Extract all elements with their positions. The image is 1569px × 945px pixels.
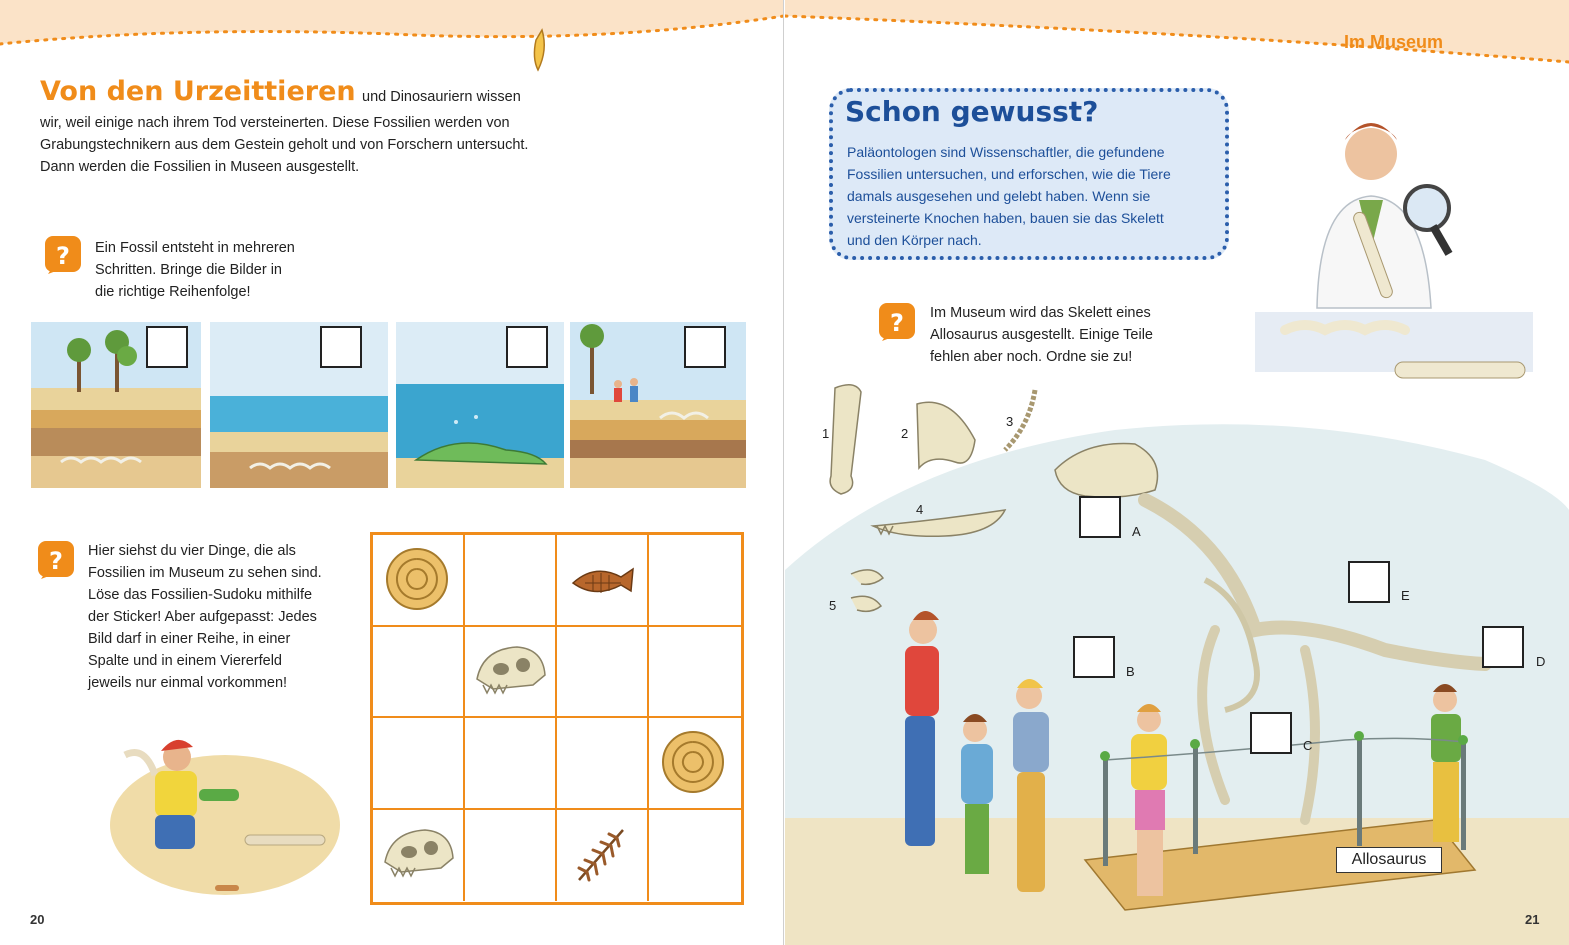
fossil-step-panel-3 <box>396 322 564 488</box>
sudoku-cell[interactable] <box>465 718 557 810</box>
intro-line: wir, weil einige nach ihrem Tod versteinerten. Diese Fossilien werden von <box>40 115 510 131</box>
info-line: damals ausgesehen und gelebt haben. Wenn sie <box>847 188 1151 204</box>
task2-line: jeweils nur einmal vorkommen! <box>88 675 288 691</box>
page-number: 21 <box>1525 912 1540 927</box>
sudoku-cell[interactable] <box>373 718 465 810</box>
slot-label-b: B <box>1126 664 1135 679</box>
answer-slot-a[interactable] <box>1079 496 1121 538</box>
task1-line: die richtige Reihenfolge! <box>95 284 251 300</box>
bone-label-1: 1 <box>822 426 830 441</box>
bone-label-3: 3 <box>1006 414 1014 429</box>
ammonite-icon <box>381 543 453 615</box>
info-text <box>847 141 1227 251</box>
order-checkbox[interactable] <box>320 326 362 368</box>
dino-skull-icon <box>473 635 549 707</box>
slot-label-c: C <box>1303 738 1313 753</box>
info-line: Paläontologen sind Wissenschaftler, die gefundene <box>847 144 1165 160</box>
intro-first-line: und Dinosauriern wissen <box>362 89 521 105</box>
sudoku-cell[interactable] <box>649 810 741 902</box>
answer-slot-d[interactable] <box>1482 626 1524 668</box>
allosaurus-sign: Allosaurus <box>1336 847 1442 873</box>
sudoku-cell[interactable] <box>373 535 465 627</box>
fossil-fish-icon <box>565 543 637 615</box>
intro-paragraph <box>40 112 580 178</box>
task2-line: Hier siehst du vier Dinge, die als <box>88 543 296 559</box>
fossil-sudoku-grid <box>370 532 744 905</box>
bone-piece-4 <box>869 502 1009 542</box>
task3-line: Allosaurus ausgestellt. Einige Teile <box>930 327 1154 343</box>
task3-text <box>930 302 1153 368</box>
task2-text <box>88 540 322 694</box>
question-icon <box>878 302 916 342</box>
question-icon <box>44 235 82 275</box>
task3-line: fehlen aber noch. Ordne sie zu! <box>930 349 1133 365</box>
intro-line: Dann werden die Fossilien in Museen ausgestellt. <box>40 159 360 175</box>
museum-scene-illustration <box>785 400 1569 945</box>
bone-label-2: 2 <box>901 426 909 441</box>
info-line: und den Körper nach. <box>847 232 982 248</box>
sudoku-cell[interactable] <box>649 535 741 627</box>
sudoku-cell[interactable] <box>465 627 557 719</box>
task1-line: Ein Fossil entsteht in mehreren <box>95 240 295 256</box>
paleontologist-illustration <box>1255 100 1533 400</box>
slot-label-d: D <box>1536 654 1546 669</box>
sudoku-cell[interactable] <box>557 810 649 902</box>
task3-line: Im Museum wird das Skelett eines <box>930 305 1151 321</box>
question-icon <box>37 540 75 580</box>
intro-line: Grabungstechnikern aus dem Gestein geholt und von Forschern untersucht. <box>40 137 529 153</box>
task1-text <box>95 237 295 303</box>
order-checkbox[interactable] <box>506 326 548 368</box>
bone-label-4: 4 <box>916 502 924 517</box>
left-page <box>0 0 784 945</box>
header-band <box>785 0 1569 80</box>
order-checkbox[interactable] <box>146 326 188 368</box>
info-line: versteinerte Knochen haben, bauen sie das Skelett <box>847 210 1164 226</box>
fossil-step-panel-1 <box>31 322 201 488</box>
fossil-step-panel-4 <box>570 322 746 488</box>
answer-slot-e[interactable] <box>1348 561 1390 603</box>
info-line: Fossilien untersuchen, und erforschen, wie die Tiere <box>847 166 1171 182</box>
paleontologist-digging-illustration <box>95 715 345 900</box>
sudoku-cell[interactable] <box>649 627 741 719</box>
svg-text:?: ? <box>890 309 904 337</box>
bone-label-5: 5 <box>829 598 837 613</box>
task2-line: Bild darf in einer Reihe, in einer <box>88 631 291 647</box>
task2-line: der Sticker! Aber aufgepasst: Jedes <box>88 609 317 625</box>
task2-line: Fossilien im Museum zu sehen sind. <box>88 565 322 581</box>
sudoku-cell[interactable] <box>465 535 557 627</box>
dino-skull-icon <box>381 818 457 890</box>
sudoku-cell[interactable] <box>557 535 649 627</box>
bone-piece-2 <box>911 394 981 474</box>
answer-slot-b[interactable] <box>1073 636 1115 678</box>
sudoku-cell[interactable] <box>373 810 465 902</box>
task2-line: Spalte und in einem Viererfeld <box>88 653 282 669</box>
header-band <box>0 0 784 80</box>
svg-text:?: ? <box>49 547 63 575</box>
sudoku-cell[interactable] <box>557 627 649 719</box>
task2-line: Löse das Fossilien-Sudoku mithilfe <box>88 587 313 603</box>
sudoku-cell[interactable] <box>649 718 741 810</box>
svg-text:?: ? <box>56 242 70 270</box>
slot-label-e: E <box>1401 588 1410 603</box>
task1-line: Schritten. Bringe die Bilder in <box>95 262 282 278</box>
slot-label-a: A <box>1132 524 1141 539</box>
fossil-step-panel-2 <box>210 322 388 488</box>
info-title: Schon gewusst? <box>845 95 1099 128</box>
sudoku-cell[interactable] <box>373 627 465 719</box>
page-title: Von den Urzeittieren <box>40 76 356 107</box>
sudoku-cell[interactable] <box>465 810 557 902</box>
order-checkbox[interactable] <box>684 326 726 368</box>
ammonite-icon <box>657 726 729 798</box>
section-label: Im Museum <box>1343 32 1443 52</box>
page-number: 20 <box>30 912 45 927</box>
right-page <box>785 0 1569 945</box>
answer-slot-c[interactable] <box>1250 712 1292 754</box>
fossil-fern-icon <box>565 818 637 890</box>
sudoku-cell[interactable] <box>557 718 649 810</box>
bone-piece-5 <box>843 564 889 618</box>
